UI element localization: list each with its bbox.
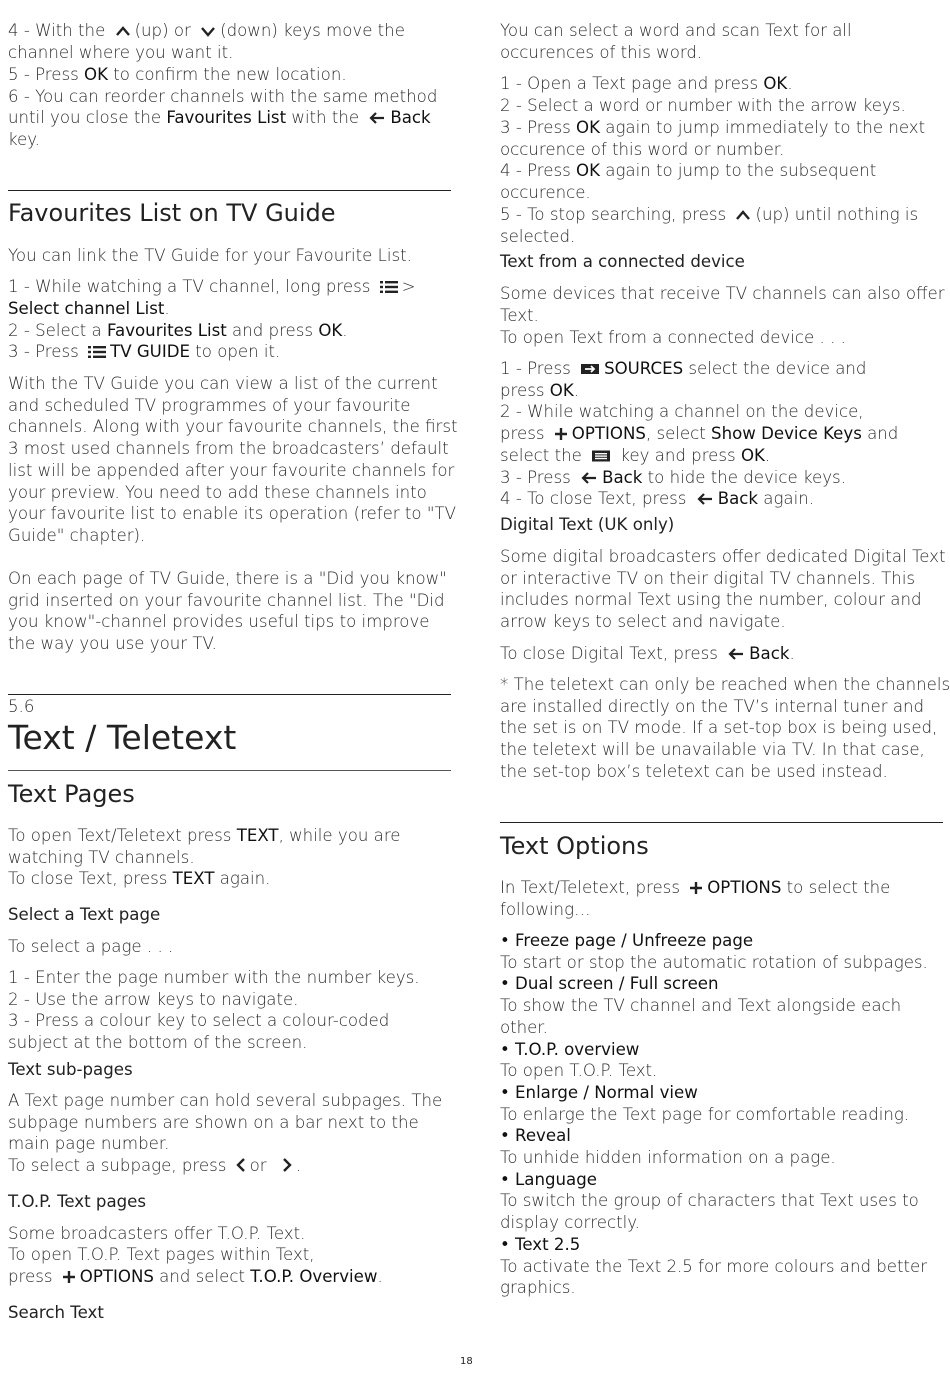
top-line-2: To open T.O.P. Text pages within Text, xyxy=(8,1245,315,1264)
connected-line-2: Text. xyxy=(500,306,539,325)
subsection-divider xyxy=(8,770,451,771)
back-arrow-icon xyxy=(726,647,746,661)
search-intro-2: occurences of this word. xyxy=(500,43,703,62)
divider xyxy=(8,190,451,191)
subpages-paragraph: A Text page number can hold several subpages. The subpage numbers are shown on a bar next to the main page number. xyxy=(8,1091,443,1154)
teletext-note: * The teletext can only be reached when the channels are installed directly on the TV’s internal tuner and the set is on TV mode. If a set-top box is being used, the teletext will be unavailable via TV. In that case, the set-top box’s teletext can be used instead. xyxy=(500,675,950,781)
chevron-right-icon xyxy=(275,1157,293,1173)
search-step-4-cont: occurence. xyxy=(500,183,591,202)
text-key-icon xyxy=(590,449,612,463)
search-step-5-cont: selected. xyxy=(500,227,576,246)
fav-step-1-cont: Select channel List. xyxy=(8,299,170,318)
fav-step-1: 1 - While watching a TV channel, long press > xyxy=(8,277,416,296)
back-arrow-icon xyxy=(695,492,715,506)
digital-close-line: To close Digital Text, press Back. xyxy=(500,644,795,663)
select-intro: To select a page . . . xyxy=(8,937,174,956)
section-title: Text / Teletext xyxy=(8,718,237,757)
top-text-pages-heading: T.O.P. Text pages xyxy=(8,1192,146,1211)
fav-step-2: 2 - Select a Favourites List and press OK. xyxy=(8,321,348,340)
search-step-3: 3 - Press OK again to jump immediately to the next xyxy=(500,118,926,137)
connected-step-2-cont: press OPTIONS, select Show Device Keys and xyxy=(500,424,899,443)
connected-step-3: 3 - Press Back to hide the device keys. xyxy=(500,468,846,487)
search-step-3-cont: occurence of this word or number. xyxy=(500,140,785,159)
subpage-select-line: To select a subpage, press or . xyxy=(8,1156,302,1175)
option-desc: To start or stop the automatic rotation of subpages. xyxy=(500,952,928,972)
option-name: • T.O.P. overview xyxy=(500,1039,640,1059)
plus-icon xyxy=(61,1270,77,1284)
connected-device-heading: Text from a connected device xyxy=(500,252,745,271)
section-number: 5.6 xyxy=(8,697,35,716)
list-icon xyxy=(379,280,399,294)
select-steps: 1 - Enter the page number with the number keys. 2 - Use the arrow keys to navigate. 3 - Press a colour key to select a colour-coded subject at the bottom of the screen. xyxy=(8,968,420,1053)
tv-guide-icon xyxy=(87,345,107,359)
options-intro: In Text/Teletext, press OPTIONS to select the xyxy=(500,878,891,897)
option-name: • Text 2.5 xyxy=(500,1234,581,1254)
search-step-5: 5 - To stop searching, press (up) until nothing is xyxy=(500,205,919,224)
tv-guide-paragraph: With the TV Guide you can view a list of the current and scheduled TV programmes of your favourite channels. Along with your favourite channels, the first 3 most used channels from the broadcasters’ default list will be appended after your favourite channels for your preview. You need to add these channels into your favourite list to enable its operation (refer to "TV Guide" chapter). xyxy=(8,374,458,545)
option-desc: To unhide hidden information on a page. xyxy=(500,1148,836,1168)
did-you-know-paragraph: On each page of TV Guide, there is a "Did you know" grid inserted on your favourite channel list. The "Did you know"-channel provides useful tips to improve the way you use your TV. xyxy=(8,569,447,654)
option-desc: other. xyxy=(500,1017,548,1037)
favourites-tv-guide-heading: Favourites List on TV Guide xyxy=(8,199,336,227)
open-text-line: To open Text/Teletext press TEXT, while you are xyxy=(8,826,401,845)
option-desc: display correctly. xyxy=(500,1213,640,1233)
chevron-up-icon xyxy=(734,208,752,222)
options-intro-cont: following… xyxy=(500,900,591,919)
connected-step-2-end: select the key and press OK. xyxy=(500,446,771,465)
search-intro-1: You can select a word and scan Text for all xyxy=(500,21,852,40)
plus-icon xyxy=(553,427,569,441)
back-arrow-icon xyxy=(579,471,599,485)
search-step-1: 1 - Open a Text page and press OK. xyxy=(500,74,793,93)
sources-icon xyxy=(579,362,601,376)
chevron-left-icon xyxy=(235,1157,247,1173)
text-options-heading: Text Options xyxy=(500,832,649,860)
option-name: • Enlarge / Normal view xyxy=(500,1082,698,1102)
text-subpages-heading: Text sub-pages xyxy=(8,1060,133,1079)
options-list xyxy=(500,930,928,1299)
chevron-up-icon xyxy=(114,24,132,38)
divider xyxy=(500,822,943,823)
connected-step-4: 4 - To close Text, press Back again. xyxy=(500,489,815,508)
option-desc: To enlarge the Text page for comfortable reading. xyxy=(500,1104,910,1124)
search-text-heading: Search Text xyxy=(8,1303,104,1322)
option-name: • Freeze page / Unfreeze page xyxy=(500,931,754,950)
option-name: • Reveal xyxy=(500,1126,571,1146)
text-pages-heading: Text Pages xyxy=(8,780,135,808)
option-desc: To activate the Text 2.5 for more colours and better xyxy=(500,1256,928,1276)
option-desc: graphics. xyxy=(500,1278,576,1298)
connected-line-3: To open Text from a connected device . . . xyxy=(500,328,846,347)
connected-step-2: 2 - While watching a channel on the device, xyxy=(500,402,864,421)
search-step-2: 2 - Select a word or number with the arrow keys. xyxy=(500,96,906,115)
option-desc: To open T.O.P. Text. xyxy=(500,1061,658,1081)
favourites-intro: You can link the TV Guide for your Favourite List. xyxy=(8,246,412,265)
digital-text-paragraph: Some digital broadcasters offer dedicated Digital Text or interactive TV on their digital TV channels. This includes normal Text using the number, colour and arrow keys to select and navigate. xyxy=(500,547,946,632)
close-text-line: To close Text, press TEXT again. xyxy=(8,869,271,888)
top-line-1: Some broadcasters offer T.O.P. Text. xyxy=(8,1224,306,1243)
move-step-6-cont: until you close the Favourites List with the Back xyxy=(8,108,431,127)
open-text-line-cont: watching TV channels. xyxy=(8,848,195,867)
move-step-4: 4 - With the (up) or (down) keys move the xyxy=(8,21,405,40)
chevron-down-icon xyxy=(199,24,217,38)
digital-text-heading: Digital Text (UK only) xyxy=(500,515,675,534)
move-step-6-end: key. xyxy=(8,130,40,149)
connected-step-1-cont: press OK. xyxy=(500,381,579,400)
plus-icon xyxy=(688,881,704,895)
section-divider xyxy=(8,694,451,695)
back-arrow-icon xyxy=(367,111,387,125)
move-step-6: 6 - You can reorder channels with the same method xyxy=(8,87,438,106)
option-desc: To switch the group of characters that Text uses to xyxy=(500,1191,919,1211)
connected-step-1: 1 - Press SOURCES select the device and xyxy=(500,359,867,378)
move-step-4-cont: channel where you want it. xyxy=(8,43,234,62)
search-step-4: 4 - Press OK again to jump to the subsequent xyxy=(500,161,877,180)
page-number: 18 xyxy=(460,1356,473,1367)
option-name: • Dual screen / Full screen xyxy=(500,974,719,994)
select-text-page-heading: Select a Text page xyxy=(8,905,161,924)
move-step-5: 5 - Press OK to confirm the new location. xyxy=(8,65,347,84)
connected-line-1: Some devices that receive TV channels can also offer xyxy=(500,284,945,303)
fav-step-3: 3 - Press TV GUIDE to open it. xyxy=(8,342,281,361)
top-line-3: press OPTIONS and select T.O.P. Overview. xyxy=(8,1267,383,1286)
option-name: • Language xyxy=(500,1169,597,1189)
option-desc: To show the TV channel and Text alongside each xyxy=(500,996,902,1016)
